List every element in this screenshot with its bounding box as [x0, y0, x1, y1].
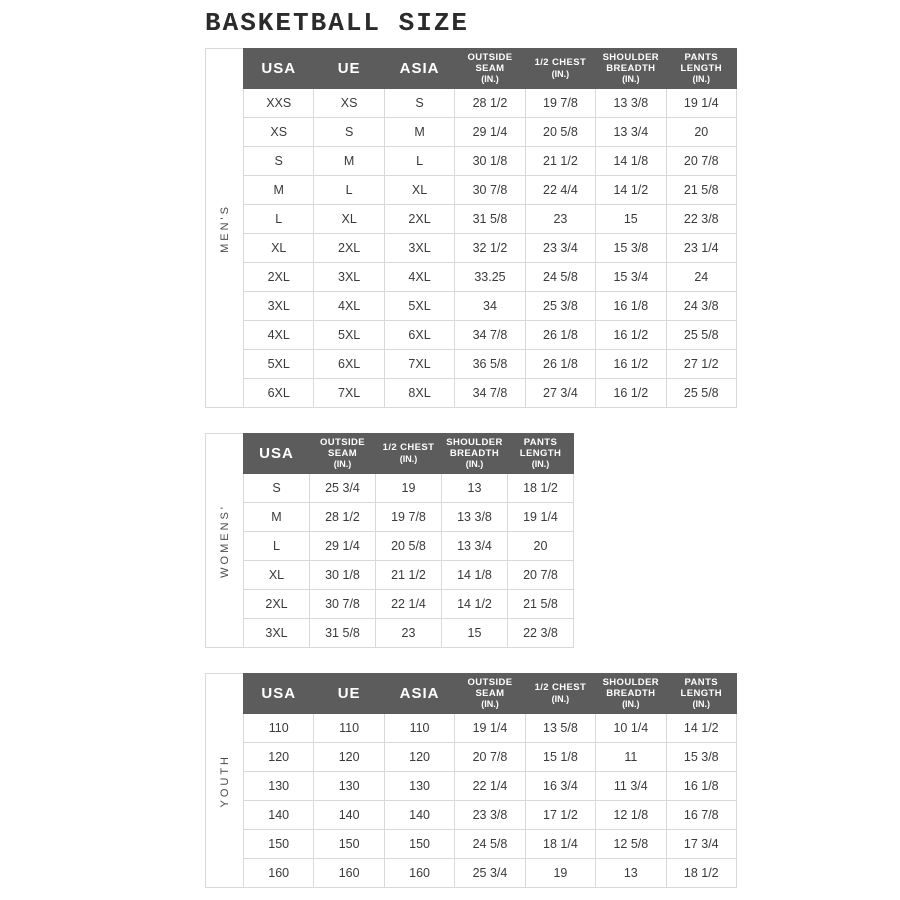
- table-row: [244, 147, 737, 176]
- youth-cell-r1-c2: 120: [384, 743, 454, 772]
- youth-header-label: UE: [337, 684, 361, 702]
- womens-table-body: [244, 474, 574, 648]
- youth-cell-r4-c4: 18 1/4: [525, 830, 595, 859]
- mens-header-unit: (IN.): [481, 74, 499, 85]
- youth-cell-r3-c5: 12 1/8: [596, 801, 666, 830]
- mens-cell-r10-c5: 16 1/2: [596, 379, 666, 408]
- table-row: [244, 176, 737, 205]
- youth-cell-r5-c0: 160: [244, 859, 314, 888]
- womens-header-label: USA: [259, 444, 294, 462]
- table-row: [244, 801, 737, 830]
- youth-cell-r1-c4: 15 1/8: [525, 743, 595, 772]
- mens-cell-r7-c0: 3XL: [244, 292, 314, 321]
- womens-cell-r3-c0: XL: [244, 561, 310, 590]
- mens-cell-r8-c3: 34 7/8: [455, 321, 525, 350]
- mens-cell-r0-c6: 19 1/4: [666, 89, 736, 118]
- mens-size-table-block: [205, 48, 737, 408]
- youth-cell-r1-c3: 20 7/8: [455, 743, 525, 772]
- youth-row-label-text: YOUTH: [218, 753, 231, 808]
- youth-size-table: [243, 673, 737, 888]
- mens-cell-r3-c0: M: [244, 176, 314, 205]
- mens-header-cell-3: [455, 49, 525, 89]
- table-row: [244, 263, 737, 292]
- mens-cell-r8-c1: 5XL: [314, 321, 384, 350]
- mens-cell-r9-c2: 7XL: [384, 350, 454, 379]
- womens-row-label: [205, 433, 243, 648]
- mens-table-body: [244, 89, 737, 408]
- youth-cell-r0-c5: 10 1/4: [596, 714, 666, 743]
- mens-cell-r1-c3: 29 1/4: [455, 118, 525, 147]
- mens-cell-r2-c0: S: [244, 147, 314, 176]
- mens-cell-r9-c3: 36 5/8: [455, 350, 525, 379]
- youth-cell-r0-c1: 110: [314, 714, 384, 743]
- youth-cell-r2-c0: 130: [244, 772, 314, 801]
- mens-cell-r4-c1: XL: [314, 205, 384, 234]
- mens-header-cell-5: [596, 49, 666, 89]
- youth-cell-r4-c1: 150: [314, 830, 384, 859]
- youth-cell-r2-c4: 16 3/4: [525, 772, 595, 801]
- youth-table-body: [244, 714, 737, 888]
- mens-header-label: 1/2 CHEST: [534, 57, 587, 69]
- mens-header-row: [244, 49, 737, 89]
- youth-cell-r1-c1: 120: [314, 743, 384, 772]
- womens-cell-r4-c0: 2XL: [244, 590, 310, 619]
- womens-header-label: SHOULDER BREADTH: [446, 437, 503, 459]
- mens-cell-r8-c6: 25 5/8: [666, 321, 736, 350]
- youth-cell-r3-c6: 16 7/8: [666, 801, 736, 830]
- youth-cell-r5-c4: 19: [525, 859, 595, 888]
- mens-cell-r6-c3: 33.25: [455, 263, 525, 292]
- youth-cell-r3-c0: 140: [244, 801, 314, 830]
- page-title: BASKETBALL SIZE: [205, 8, 470, 38]
- youth-cell-r5-c3: 25 3/4: [455, 859, 525, 888]
- mens-cell-r3-c6: 21 5/8: [666, 176, 736, 205]
- mens-header-label: SHOULDER BREADTH: [602, 52, 660, 74]
- youth-cell-r1-c0: 120: [244, 743, 314, 772]
- youth-header-cell-3: [455, 674, 525, 714]
- womens-cell-r4-c1: 30 7/8: [310, 590, 376, 619]
- mens-cell-r1-c0: XS: [244, 118, 314, 147]
- womens-cell-r2-c3: 13 3/4: [442, 532, 508, 561]
- mens-cell-r2-c5: 14 1/8: [596, 147, 666, 176]
- table-row: [244, 321, 737, 350]
- mens-cell-r7-c5: 16 1/8: [596, 292, 666, 321]
- mens-cell-r10-c0: 6XL: [244, 379, 314, 408]
- mens-row-label-text: MEN'S: [218, 203, 231, 253]
- mens-cell-r2-c3: 30 1/8: [455, 147, 525, 176]
- youth-cell-r1-c5: 11: [596, 743, 666, 772]
- youth-cell-r3-c3: 23 3/8: [455, 801, 525, 830]
- mens-cell-r0-c1: XS: [314, 89, 384, 118]
- mens-cell-r3-c4: 22 4/4: [525, 176, 595, 205]
- youth-header-unit: (IN.): [481, 699, 499, 710]
- mens-cell-r0-c4: 19 7/8: [525, 89, 595, 118]
- youth-cell-r3-c1: 140: [314, 801, 384, 830]
- mens-cell-r8-c4: 26 1/8: [525, 321, 595, 350]
- mens-cell-r3-c2: XL: [384, 176, 454, 205]
- womens-cell-r3-c4: 20 7/8: [508, 561, 574, 590]
- womens-row-label-text: WOMENS': [218, 503, 231, 578]
- womens-cell-r2-c0: L: [244, 532, 310, 561]
- youth-cell-r0-c6: 14 1/2: [666, 714, 736, 743]
- youth-header-label: USA: [261, 684, 297, 702]
- mens-cell-r4-c0: L: [244, 205, 314, 234]
- mens-cell-r1-c1: S: [314, 118, 384, 147]
- mens-cell-r7-c4: 25 3/8: [525, 292, 595, 321]
- mens-header-label: ASIA: [399, 59, 440, 77]
- youth-cell-r4-c3: 24 5/8: [455, 830, 525, 859]
- womens-cell-r1-c4: 19 1/4: [508, 503, 574, 532]
- mens-cell-r2-c6: 20 7/8: [666, 147, 736, 176]
- womens-cell-r4-c4: 21 5/8: [508, 590, 574, 619]
- womens-header-cell-0: [244, 434, 310, 474]
- mens-header-unit: (IN.): [692, 74, 711, 85]
- youth-header-cell-2: [384, 674, 454, 714]
- womens-cell-r4-c3: 14 1/2: [442, 590, 508, 619]
- mens-cell-r5-c6: 23 1/4: [666, 234, 736, 263]
- youth-header-cell-0: [244, 674, 314, 714]
- mens-cell-r4-c2: 2XL: [384, 205, 454, 234]
- youth-cell-r0-c0: 110: [244, 714, 314, 743]
- womens-header-cell-2: [376, 434, 442, 474]
- table-row: [244, 234, 737, 263]
- mens-cell-r0-c0: XXS: [244, 89, 314, 118]
- mens-header-label: UE: [337, 59, 361, 77]
- womens-cell-r3-c2: 21 1/2: [376, 561, 442, 590]
- mens-cell-r3-c5: 14 1/2: [596, 176, 666, 205]
- youth-cell-r0-c4: 13 5/8: [525, 714, 595, 743]
- youth-cell-r4-c2: 150: [384, 830, 454, 859]
- mens-cell-r7-c2: 5XL: [384, 292, 454, 321]
- mens-cell-r0-c3: 28 1/2: [455, 89, 525, 118]
- youth-cell-r2-c3: 22 1/4: [455, 772, 525, 801]
- mens-cell-r2-c2: L: [384, 147, 454, 176]
- table-row: [244, 743, 737, 772]
- youth-header-cell-6: [666, 674, 736, 714]
- mens-cell-r10-c3: 34 7/8: [455, 379, 525, 408]
- table-row: [244, 292, 737, 321]
- mens-size-table: [243, 48, 737, 408]
- table-row: [244, 350, 737, 379]
- mens-header-cell-2: [384, 49, 454, 89]
- mens-cell-r6-c4: 24 5/8: [525, 263, 595, 292]
- table-row: [244, 561, 574, 590]
- womens-size-table-block: [205, 433, 574, 648]
- mens-cell-r5-c3: 32 1/2: [455, 234, 525, 263]
- mens-cell-r7-c3: 34: [455, 292, 525, 321]
- table-row: [244, 532, 574, 561]
- mens-cell-r8-c5: 16 1/2: [596, 321, 666, 350]
- mens-header-cell-0: [244, 49, 314, 89]
- youth-header-label: SHOULDER BREADTH: [602, 677, 660, 699]
- womens-cell-r1-c2: 19 7/8: [376, 503, 442, 532]
- womens-header-label: 1/2 CHEST: [382, 442, 435, 454]
- table-row: [244, 89, 737, 118]
- womens-header-unit: (IN.): [399, 453, 418, 464]
- womens-header-row: [244, 434, 574, 474]
- mens-header-label: OUTSIDE SEAM: [467, 52, 513, 74]
- womens-cell-r5-c3: 15: [442, 619, 508, 648]
- mens-header-cell-4: [525, 49, 595, 89]
- youth-header-unit: (IN.): [551, 693, 570, 704]
- youth-size-table-block: [205, 673, 737, 888]
- womens-cell-r0-c0: S: [244, 474, 310, 503]
- womens-header-unit: (IN.): [333, 459, 352, 470]
- youth-header-label: 1/2 CHEST: [534, 682, 587, 694]
- womens-header-cell-4: [508, 434, 574, 474]
- mens-cell-r4-c4: 23: [525, 205, 595, 234]
- womens-header-cell-1: [310, 434, 376, 474]
- womens-header-label: PANTS LENGTH: [519, 437, 562, 459]
- youth-header-cell-1: [314, 674, 384, 714]
- mens-cell-r5-c4: 23 3/4: [525, 234, 595, 263]
- table-row: [244, 714, 737, 743]
- mens-cell-r4-c3: 31 5/8: [455, 205, 525, 234]
- mens-cell-r2-c4: 21 1/2: [525, 147, 595, 176]
- womens-header-cell-3: [442, 434, 508, 474]
- mens-header-label: PANTS LENGTH: [680, 52, 722, 74]
- table-row: [244, 830, 737, 859]
- youth-cell-r5-c2: 160: [384, 859, 454, 888]
- mens-cell-r6-c6: 24: [666, 263, 736, 292]
- table-row: [244, 205, 737, 234]
- mens-cell-r9-c4: 26 1/8: [525, 350, 595, 379]
- womens-cell-r2-c4: 20: [508, 532, 574, 561]
- mens-row-label: [205, 48, 243, 408]
- mens-cell-r1-c5: 13 3/4: [596, 118, 666, 147]
- womens-size-table: [243, 433, 574, 648]
- mens-cell-r5-c0: XL: [244, 234, 314, 263]
- table-row: [244, 859, 737, 888]
- youth-cell-r2-c6: 16 1/8: [666, 772, 736, 801]
- mens-cell-r9-c1: 6XL: [314, 350, 384, 379]
- table-row: [244, 619, 574, 648]
- youth-cell-r0-c2: 110: [384, 714, 454, 743]
- mens-cell-r6-c0: 2XL: [244, 263, 314, 292]
- womens-cell-r2-c1: 29 1/4: [310, 532, 376, 561]
- mens-cell-r4-c6: 22 3/8: [666, 205, 736, 234]
- table-row: [244, 118, 737, 147]
- womens-cell-r0-c3: 13: [442, 474, 508, 503]
- womens-cell-r5-c4: 22 3/8: [508, 619, 574, 648]
- mens-cell-r5-c1: 2XL: [314, 234, 384, 263]
- womens-cell-r5-c2: 23: [376, 619, 442, 648]
- mens-cell-r1-c6: 20: [666, 118, 736, 147]
- youth-cell-r0-c3: 19 1/4: [455, 714, 525, 743]
- mens-cell-r9-c0: 5XL: [244, 350, 314, 379]
- youth-cell-r4-c6: 17 3/4: [666, 830, 736, 859]
- mens-cell-r1-c4: 20 5/8: [525, 118, 595, 147]
- womens-cell-r1-c3: 13 3/8: [442, 503, 508, 532]
- table-row: [244, 503, 574, 532]
- womens-header-label: OUTSIDE SEAM: [319, 437, 366, 459]
- mens-header-unit: (IN.): [551, 68, 570, 79]
- youth-header-label: OUTSIDE SEAM: [467, 677, 513, 699]
- womens-cell-r3-c3: 14 1/8: [442, 561, 508, 590]
- mens-cell-r3-c1: L: [314, 176, 384, 205]
- mens-cell-r0-c2: S: [384, 89, 454, 118]
- mens-header-unit: (IN.): [622, 74, 640, 85]
- womens-cell-r5-c0: 3XL: [244, 619, 310, 648]
- womens-cell-r0-c2: 19: [376, 474, 442, 503]
- womens-cell-r1-c0: M: [244, 503, 310, 532]
- mens-cell-r6-c2: 4XL: [384, 263, 454, 292]
- womens-cell-r4-c2: 22 1/4: [376, 590, 442, 619]
- mens-cell-r5-c2: 3XL: [384, 234, 454, 263]
- youth-cell-r2-c2: 130: [384, 772, 454, 801]
- mens-cell-r7-c6: 24 3/8: [666, 292, 736, 321]
- youth-row-label: [205, 673, 243, 888]
- mens-cell-r1-c2: M: [384, 118, 454, 147]
- table-row: [244, 379, 737, 408]
- youth-header-unit: (IN.): [692, 699, 711, 710]
- womens-cell-r3-c1: 30 1/8: [310, 561, 376, 590]
- mens-cell-r8-c2: 6XL: [384, 321, 454, 350]
- youth-header-unit: (IN.): [622, 699, 640, 710]
- youth-cell-r2-c5: 11 3/4: [596, 772, 666, 801]
- mens-cell-r10-c2: 8XL: [384, 379, 454, 408]
- mens-cell-r9-c5: 16 1/2: [596, 350, 666, 379]
- womens-cell-r2-c2: 20 5/8: [376, 532, 442, 561]
- mens-cell-r0-c5: 13 3/8: [596, 89, 666, 118]
- youth-cell-r3-c2: 140: [384, 801, 454, 830]
- table-row: [244, 772, 737, 801]
- mens-cell-r6-c5: 15 3/4: [596, 263, 666, 292]
- youth-header-label: PANTS LENGTH: [680, 677, 722, 699]
- mens-cell-r4-c5: 15: [596, 205, 666, 234]
- mens-header-cell-6: [666, 49, 736, 89]
- youth-header-cell-5: [596, 674, 666, 714]
- womens-cell-r0-c4: 18 1/2: [508, 474, 574, 503]
- mens-cell-r5-c5: 15 3/8: [596, 234, 666, 263]
- womens-cell-r5-c1: 31 5/8: [310, 619, 376, 648]
- mens-cell-r10-c4: 27 3/4: [525, 379, 595, 408]
- mens-cell-r8-c0: 4XL: [244, 321, 314, 350]
- youth-cell-r5-c1: 160: [314, 859, 384, 888]
- youth-cell-r5-c6: 18 1/2: [666, 859, 736, 888]
- mens-cell-r10-c1: 7XL: [314, 379, 384, 408]
- womens-cell-r1-c1: 28 1/2: [310, 503, 376, 532]
- table-row: [244, 474, 574, 503]
- youth-cell-r3-c4: 17 1/2: [525, 801, 595, 830]
- youth-cell-r2-c1: 130: [314, 772, 384, 801]
- youth-header-cell-4: [525, 674, 595, 714]
- mens-cell-r3-c3: 30 7/8: [455, 176, 525, 205]
- womens-header-unit: (IN.): [531, 459, 550, 470]
- youth-header-row: [244, 674, 737, 714]
- youth-cell-r4-c5: 12 5/8: [596, 830, 666, 859]
- youth-cell-r4-c0: 150: [244, 830, 314, 859]
- womens-header-unit: (IN.): [465, 459, 484, 470]
- mens-header-cell-1: [314, 49, 384, 89]
- mens-cell-r10-c6: 25 5/8: [666, 379, 736, 408]
- youth-cell-r1-c6: 15 3/8: [666, 743, 736, 772]
- mens-cell-r2-c1: M: [314, 147, 384, 176]
- mens-header-label: USA: [261, 59, 297, 77]
- womens-cell-r0-c1: 25 3/4: [310, 474, 376, 503]
- mens-cell-r7-c1: 4XL: [314, 292, 384, 321]
- mens-cell-r6-c1: 3XL: [314, 263, 384, 292]
- youth-cell-r5-c5: 13: [596, 859, 666, 888]
- mens-cell-r9-c6: 27 1/2: [666, 350, 736, 379]
- table-row: [244, 590, 574, 619]
- youth-header-label: ASIA: [399, 684, 440, 702]
